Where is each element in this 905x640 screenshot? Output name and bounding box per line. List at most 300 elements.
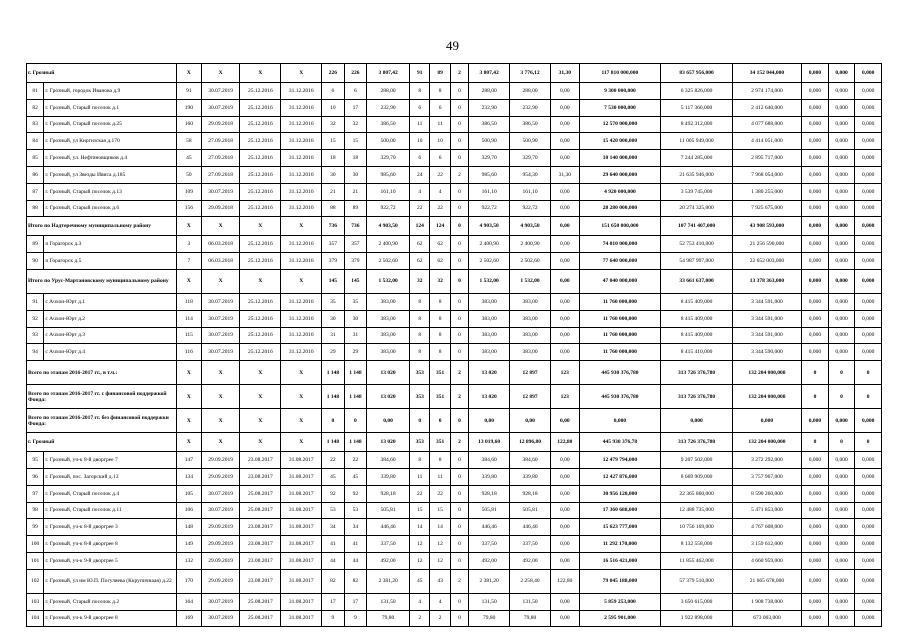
table-cell: г. Грозный, Старый поселок д.11	[44, 502, 177, 519]
table-cell: 30.07.2019	[201, 344, 240, 361]
table-cell: 21 635 946,000	[661, 166, 733, 183]
table-cell: 0,000	[802, 133, 829, 150]
table-cell: 337,50	[469, 536, 510, 553]
table-cell: 44	[322, 552, 344, 569]
table-row	[27, 166, 882, 183]
table-cell: 23.08.2017	[240, 536, 281, 553]
table-cell: X	[201, 361, 240, 385]
table-cell: 25.12.2016	[240, 293, 281, 310]
table-row	[27, 344, 882, 361]
table-cell: 0,000	[802, 200, 829, 217]
table-cell: 131,50	[510, 593, 551, 610]
table-cell: г. Грозный, Старый поселок д.6	[44, 200, 177, 217]
table-cell: 383,00	[469, 327, 510, 344]
table-cell: 89	[27, 236, 44, 253]
table-cell: 0,000	[855, 236, 882, 253]
table-cell: 29	[322, 344, 344, 361]
table-cell: 383,00	[367, 310, 410, 327]
table-cell: 79,80	[469, 610, 510, 627]
table-cell: 0,00	[367, 409, 410, 433]
table-cell: 0,000	[828, 253, 855, 270]
table-cell: 31.08.2017	[281, 468, 322, 485]
table-cell: 31,30	[550, 64, 579, 83]
table-cell: 98	[27, 502, 44, 519]
table-cell: 0,000	[855, 502, 882, 519]
table-cell: 45	[410, 569, 430, 593]
table-cell: 384,60	[510, 452, 551, 469]
table-cell: 2	[450, 166, 468, 183]
table-cell: г. Грозный, ул. Нефтяновщиков д.4	[44, 150, 177, 167]
table-cell: 122,80	[550, 433, 579, 452]
table-cell: 0,00	[469, 409, 510, 433]
table-cell: 0	[450, 519, 468, 536]
table-cell: 0,000	[732, 409, 801, 433]
table-cell: 922,72	[469, 200, 510, 217]
table-cell: 17	[344, 99, 366, 116]
table-cell: 0,00	[550, 83, 579, 100]
table-cell: 232,90	[367, 99, 410, 116]
table-cell: 31.08.2017	[281, 552, 322, 569]
table-cell: X	[240, 361, 281, 385]
table-cell: 446,46	[367, 519, 410, 536]
table-cell: 0,000	[855, 269, 882, 293]
table-cell: 1 148	[344, 433, 366, 452]
table-cell: 25.08.2017	[240, 502, 281, 519]
table-cell: 736	[344, 217, 366, 236]
table-cell: 313 726 376,780	[661, 385, 733, 409]
page-number: 49	[446, 38, 459, 53]
table-cell: 25.12.2016	[240, 133, 281, 150]
table-cell: 0	[410, 409, 430, 433]
table-row	[27, 310, 882, 327]
table-cell: 0,00	[550, 519, 579, 536]
table-cell: 45	[322, 468, 344, 485]
table-cell: с Ачхои-Юрт д.1	[44, 293, 177, 310]
table-cell: 446,46	[510, 519, 551, 536]
table-cell: 339,80	[367, 468, 410, 485]
table-cell: 4 414 051,000	[732, 133, 801, 150]
table-cell: 0,000	[828, 133, 855, 150]
table-cell: г. Грозный, уч-к 9-й дворгрее 8	[44, 610, 177, 627]
table-cell: 3 650 615,000	[661, 593, 733, 610]
table-cell: 11 855 462,000	[661, 552, 733, 569]
table-cell: 7 244 285,000	[661, 150, 733, 167]
table-cell: 505,81	[469, 502, 510, 519]
table-cell: X	[281, 409, 322, 433]
table-cell: 30	[344, 310, 366, 327]
table-cell: 31.12.2016	[281, 293, 322, 310]
table-cell: 43	[430, 569, 450, 593]
table-cell: 5 471 853,000	[732, 502, 801, 519]
table-cell: 288,00	[510, 83, 551, 100]
table-cell: 9 300 000,000	[579, 83, 661, 100]
table-cell: 1 532,00	[367, 269, 410, 293]
table-cell: 101	[27, 552, 44, 569]
table-cell: 29.09.2019	[201, 569, 240, 593]
table-cell: 9 207 502,000	[661, 452, 733, 469]
table-cell: г. Грозный, ул им Ю.П. Погуляева (Ккрупичнаая) д.22	[44, 569, 177, 593]
table-cell: 0	[828, 433, 855, 452]
table-cell: 105	[177, 485, 202, 502]
table-cell: 0,000	[855, 344, 882, 361]
table-cell: 31.12.2016	[281, 310, 322, 327]
table-cell: 0	[450, 593, 468, 610]
table-cell: 8 590 260,000	[732, 485, 801, 502]
table-cell: 0,00	[550, 536, 579, 553]
table-cell: 2 502,60	[469, 253, 510, 270]
table-cell: 673 003,000	[732, 610, 801, 627]
table-cell: 1 148	[344, 361, 366, 385]
table-cell: 31.12.2016	[281, 150, 322, 167]
table-cell: 2	[450, 569, 468, 593]
table-cell: 0,000	[855, 519, 882, 536]
table-cell: 922,72	[367, 200, 410, 217]
table-cell: 123	[550, 361, 579, 385]
table-cell: 132 204 000,000	[732, 385, 801, 409]
table-cell: 492,00	[510, 552, 551, 569]
table-cell: X	[177, 269, 202, 293]
table-cell: 22	[410, 200, 430, 217]
table-cell: 0,00	[550, 236, 579, 253]
table-cell: 0,000	[855, 536, 882, 553]
table-cell: 0,00	[550, 269, 579, 293]
table-cell: 29.09.2019	[201, 452, 240, 469]
table-cell: 4 903,50	[469, 217, 510, 236]
table-cell: 0,00	[550, 310, 579, 327]
table-cell: 8	[410, 83, 430, 100]
table-cell: 11 760 000,000	[579, 327, 661, 344]
table-cell: 15	[344, 133, 366, 150]
table-cell: 2 400,90	[510, 236, 551, 253]
table-cell: 6	[430, 150, 450, 167]
table-cell: 32	[430, 269, 450, 293]
table-cell: 386,50	[367, 116, 410, 133]
table-cell: 10 756 169,000	[661, 519, 733, 536]
table-cell: 0,000	[802, 536, 829, 553]
table-cell: 25.12.2016	[240, 200, 281, 217]
table-cell: 23.08.2017	[240, 552, 281, 569]
table-cell: 12 570 000,000	[579, 116, 661, 133]
table-cell: 0,00	[510, 409, 551, 433]
table-cell: 43 908 593,000	[732, 217, 801, 236]
table-cell: 82	[344, 569, 366, 593]
table-cell: 54 987 997,000	[661, 253, 733, 270]
table-cell: 15 623 777,000	[579, 519, 661, 536]
table-cell: 0,000	[855, 83, 882, 100]
table-cell: 29.09.2018	[201, 200, 240, 217]
table-cell: 0,000	[802, 593, 829, 610]
table-cell: 31	[322, 327, 344, 344]
table-cell: 0,000	[802, 253, 829, 270]
table-cell: 922,72	[510, 200, 551, 217]
table-cell: 0,000	[802, 293, 829, 310]
table-cell: 8	[430, 83, 450, 100]
table-cell: 0	[450, 253, 468, 270]
table-cell: X	[177, 64, 202, 83]
table-cell: 383,00	[469, 344, 510, 361]
table-cell: 11 760 000,000	[579, 310, 661, 327]
table-cell: 102	[27, 569, 44, 593]
table-cell: 232,90	[469, 99, 510, 116]
table-cell: 8 132 558,000	[661, 536, 733, 553]
table-cell: 2 400,90	[367, 236, 410, 253]
table-cell: 2	[450, 433, 468, 452]
table-cell: 0,00	[550, 183, 579, 200]
table-cell: 22	[430, 166, 450, 183]
table-cell: 117 810 000,000	[579, 64, 661, 83]
table-cell: 25.08.2017	[240, 593, 281, 610]
table-cell: 2 381,20	[469, 569, 510, 593]
table-cell: 123	[550, 385, 579, 409]
table-cell: 107 741 407,000	[661, 217, 733, 236]
table-cell: 0	[450, 502, 468, 519]
table-cell: 25.12.2016	[240, 183, 281, 200]
table-cell: 79 045 188,000	[579, 569, 661, 593]
table-cell: 8	[410, 293, 430, 310]
table-cell: 0,000	[855, 99, 882, 116]
table-cell: 8	[410, 310, 430, 327]
table-cell: 23.08.2017	[240, 452, 281, 469]
table-cell: 0	[450, 133, 468, 150]
table-cell: г. Грозный	[27, 433, 177, 452]
table-cell: 0,000	[828, 293, 855, 310]
table-cell: 18	[344, 150, 366, 167]
table-row	[27, 183, 882, 200]
table-cell: 33 661 637,000	[661, 269, 733, 293]
table-cell: 25.12.2016	[240, 310, 281, 327]
table-cell: 379	[344, 253, 366, 270]
table-cell: 0,000	[855, 452, 882, 469]
table-cell: 13 020	[469, 385, 510, 409]
table-cell: 3 344 591,000	[732, 310, 801, 327]
table-cell: 12	[430, 552, 450, 569]
table-cell: 329,70	[469, 150, 510, 167]
table-cell: 8 415 409,000	[661, 327, 733, 344]
table-cell: 313 726 376,780	[661, 433, 733, 452]
table-cell: 0,000	[661, 409, 733, 433]
table-cell: 3 757 967,000	[732, 468, 801, 485]
table-cell: 17	[322, 593, 344, 610]
table-cell: 13 019,60	[469, 433, 510, 452]
table-cell: 0,000	[828, 150, 855, 167]
summary-row	[27, 269, 882, 293]
table-cell: 383,00	[367, 293, 410, 310]
table-cell: 30.07.2019	[201, 83, 240, 100]
table-cell: 0	[450, 310, 468, 327]
table-cell: г. Грозный, Старый поселок д.1	[44, 99, 177, 116]
table-cell: 0	[802, 361, 829, 385]
table-cell: 954,30	[510, 166, 551, 183]
table-cell: Итого по Надтеречному муниципальному району	[27, 217, 177, 236]
summary-row	[27, 361, 882, 385]
table-cell: 339,80	[469, 468, 510, 485]
table-cell: г. Грозный, Старый поселок д.25	[44, 116, 177, 133]
table-cell: 83	[27, 116, 44, 133]
table-cell: 88	[322, 200, 344, 217]
table-cell: 386,50	[469, 116, 510, 133]
table-cell: 0,000	[855, 166, 882, 183]
table-cell: 351	[430, 385, 450, 409]
table-cell: г. Грозный, ул Киргизская д.170	[44, 133, 177, 150]
table-cell: 1 532,00	[510, 269, 551, 293]
table-cell: 0,000	[855, 183, 882, 200]
table-cell: 0	[450, 344, 468, 361]
summary-row	[27, 217, 882, 236]
table-cell: 9	[344, 610, 366, 627]
table-cell: 106	[177, 502, 202, 519]
table-cell: г. Грозный, Старый поселок д.13	[44, 183, 177, 200]
table-row	[27, 552, 882, 569]
table-cell: 90	[27, 253, 44, 270]
table-cell: 0,000	[828, 569, 855, 593]
table-cell: 0,000	[802, 99, 829, 116]
table-cell: 11 005 949,000	[661, 133, 733, 150]
table-cell: 0	[450, 485, 468, 502]
table-cell: 25.12.2016	[240, 253, 281, 270]
table-cell: 2 412 640,000	[732, 99, 801, 116]
table-cell: 31.12.2016	[281, 183, 322, 200]
table-cell: 30.07.2019	[201, 293, 240, 310]
table-cell: 7 925 675,000	[732, 200, 801, 217]
table-cell: 151 650 000,000	[579, 217, 661, 236]
table-cell: 17 360 688,000	[579, 502, 661, 519]
table-cell: 337,50	[510, 536, 551, 553]
table-cell: Всего по этапам 2016-2017 гг. без финансовой поддержки Фонда:	[27, 409, 177, 433]
table-cell: 23.08.2017	[240, 569, 281, 593]
table-cell: 25.12.2016	[240, 83, 281, 100]
table-cell: 31.12.2016	[281, 83, 322, 100]
table-cell: 5 859 253,000	[579, 593, 661, 610]
table-cell: 0,000	[828, 344, 855, 361]
table-cell: 2 258,40	[510, 569, 551, 593]
table-cell: 89	[430, 64, 450, 83]
table-cell: 99	[27, 519, 44, 536]
table-row	[27, 468, 882, 485]
table-cell: 0,000	[828, 327, 855, 344]
table-cell: 12 897	[510, 385, 551, 409]
table-cell: с Ачхои-Юрт д.4	[44, 344, 177, 361]
table-cell: 92	[27, 310, 44, 327]
table-cell: 15 420 000,000	[579, 133, 661, 150]
table-cell: 0,000	[802, 269, 829, 293]
table-cell: 25.12.2016	[240, 166, 281, 183]
table-cell: 13 020	[367, 361, 410, 385]
table-cell: 25.12.2016	[240, 150, 281, 167]
table-cell: 31.12.2016	[281, 236, 322, 253]
table-cell: 87	[27, 183, 44, 200]
table-cell: 122,80	[550, 569, 579, 593]
table-cell: с Ачхои-Юрт д.3	[44, 327, 177, 344]
table-cell: 32	[410, 269, 430, 293]
table-cell: 8 492 312,000	[661, 116, 733, 133]
table-cell: 2	[410, 610, 430, 627]
table-cell: 0	[855, 385, 882, 409]
table-cell: 11 292 170,000	[579, 536, 661, 553]
table-cell: 379	[322, 253, 344, 270]
table-cell: 31.08.2017	[281, 536, 322, 553]
table-cell: 2 974 174,000	[732, 83, 801, 100]
table-cell: 31.08.2017	[281, 593, 322, 610]
table-cell: 0,000	[802, 64, 829, 83]
table-cell: 1 148	[322, 385, 344, 409]
table-cell: 500,90	[510, 133, 551, 150]
table-cell: 226	[344, 64, 366, 83]
table-cell: 12 897	[510, 361, 551, 385]
table-cell: 383,00	[510, 327, 551, 344]
table-cell: X	[177, 409, 202, 433]
table-cell: 62	[410, 236, 430, 253]
table-cell: 6	[410, 150, 430, 167]
table-cell: 492,00	[469, 552, 510, 569]
table-cell: 7 968 054,000	[732, 166, 801, 183]
table-cell: 1 908 738,000	[732, 593, 801, 610]
table-cell: 8	[430, 452, 450, 469]
table-cell: 8 415 409,000	[661, 293, 733, 310]
table-cell: 91	[410, 64, 430, 83]
table-cell: 4	[410, 183, 430, 200]
table-cell: 45	[344, 468, 366, 485]
table-cell: 15	[410, 502, 430, 519]
table-cell: 134	[177, 468, 202, 485]
summary-row	[27, 64, 882, 83]
table-cell: 985,60	[469, 166, 510, 183]
table-cell: 0,00	[550, 593, 579, 610]
table-cell: 114	[177, 310, 202, 327]
table-cell: 0,000	[828, 217, 855, 236]
table-cell: г. Грозный, уч-к 9-й дворгрее 5	[44, 552, 177, 569]
table-cell: 0	[450, 183, 468, 200]
table-row	[27, 83, 882, 100]
table-cell: 8	[430, 293, 450, 310]
table-cell: 32	[322, 116, 344, 133]
table-cell: 35	[322, 293, 344, 310]
table-cell: 2	[450, 385, 468, 409]
table-cell: 131,50	[469, 593, 510, 610]
table-cell: 0,00	[550, 253, 579, 270]
table-cell: X	[201, 64, 240, 83]
table-cell: 58	[177, 133, 202, 150]
table-cell: 8	[430, 344, 450, 361]
table-cell: 97	[27, 485, 44, 502]
table-cell: 29.09.2019	[201, 552, 240, 569]
table-cell: 6	[344, 83, 366, 100]
table-cell: 0,00	[550, 150, 579, 167]
table-cell: 45	[177, 150, 202, 167]
table-cell: 30.07.2019	[201, 502, 240, 519]
table-cell: 0,000	[828, 485, 855, 502]
table-cell: 0,00	[550, 293, 579, 310]
table-cell: 41	[344, 536, 366, 553]
table-cell: X	[240, 269, 281, 293]
table-cell: 124	[410, 217, 430, 236]
table-cell: 492,00	[367, 552, 410, 569]
table-cell: 32	[344, 116, 366, 133]
table-cell: 28 280 000,000	[579, 200, 661, 217]
table-cell: 0,00	[550, 116, 579, 133]
table-cell: 22 365 860,000	[661, 485, 733, 502]
table-cell: 31.12.2016	[281, 344, 322, 361]
table-cell: 31.08.2017	[281, 485, 322, 502]
table-cell: 0,000	[828, 593, 855, 610]
table-cell: 14	[430, 519, 450, 536]
table-cell: 8 415 410,000	[661, 344, 733, 361]
table-cell: 161,10	[367, 183, 410, 200]
table-cell: 2	[450, 361, 468, 385]
table-cell: 31.12.2016	[281, 253, 322, 270]
table-cell: 1 148	[322, 361, 344, 385]
table-cell: 29.09.2019	[201, 536, 240, 553]
table-cell: 337,50	[367, 536, 410, 553]
